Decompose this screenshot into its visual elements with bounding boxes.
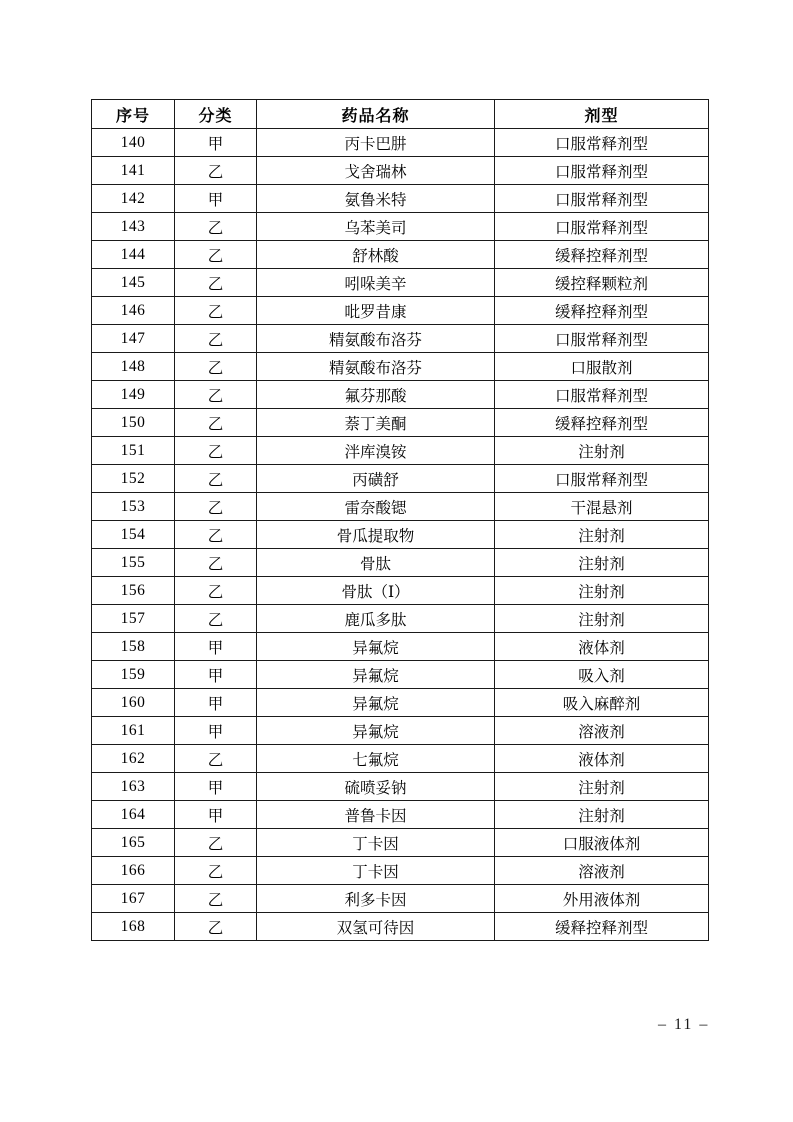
cell-dosage-form: 口服常释剂型 — [495, 213, 709, 241]
cell-drug-name: 普鲁卡因 — [257, 801, 495, 829]
cell-dosage-form: 液体剂 — [495, 745, 709, 773]
cell-drug-name: 丙磺舒 — [257, 465, 495, 493]
cell-class: 甲 — [175, 185, 257, 213]
cell-seq: 149 — [92, 381, 175, 409]
cell-dosage-form: 口服常释剂型 — [495, 325, 709, 353]
cell-drug-name: 骨肽 — [257, 549, 495, 577]
cell-drug-name: 异氟烷 — [257, 661, 495, 689]
cell-seq: 142 — [92, 185, 175, 213]
cell-seq: 164 — [92, 801, 175, 829]
cell-drug-name: 鹿瓜多肽 — [257, 605, 495, 633]
column-header-name: 药品名称 — [257, 100, 495, 129]
cell-class: 甲 — [175, 661, 257, 689]
cell-drug-name: 吡罗昔康 — [257, 297, 495, 325]
cell-dosage-form: 缓控释颗粒剂 — [495, 269, 709, 297]
cell-drug-name: 萘丁美酮 — [257, 409, 495, 437]
cell-class: 甲 — [175, 773, 257, 801]
cell-class: 乙 — [175, 409, 257, 437]
table-row — [92, 269, 709, 297]
cell-dosage-form: 外用液体剂 — [495, 885, 709, 913]
column-header-seq: 序号 — [92, 100, 175, 129]
cell-class: 乙 — [175, 493, 257, 521]
cell-drug-name: 异氟烷 — [257, 717, 495, 745]
table-row — [92, 213, 709, 241]
table-row — [92, 437, 709, 465]
header-row — [92, 100, 709, 129]
table-row — [92, 605, 709, 633]
cell-class: 乙 — [175, 437, 257, 465]
cell-seq: 140 — [92, 129, 175, 157]
cell-dosage-form: 注射剂 — [495, 437, 709, 465]
cell-class: 乙 — [175, 297, 257, 325]
cell-dosage-form: 溶液剂 — [495, 717, 709, 745]
table-row — [92, 129, 709, 157]
cell-seq: 153 — [92, 493, 175, 521]
cell-dosage-form: 口服常释剂型 — [495, 465, 709, 493]
cell-drug-name: 异氟烷 — [257, 689, 495, 717]
column-header-class: 分类 — [175, 100, 257, 129]
cell-class: 乙 — [175, 577, 257, 605]
cell-seq: 167 — [92, 885, 175, 913]
table-row — [92, 465, 709, 493]
cell-class: 乙 — [175, 213, 257, 241]
cell-class: 乙 — [175, 325, 257, 353]
cell-drug-name: 丁卡因 — [257, 829, 495, 857]
cell-drug-name: 乌苯美司 — [257, 213, 495, 241]
page-number: – 11 – — [658, 1016, 710, 1033]
cell-dosage-form: 口服常释剂型 — [495, 129, 709, 157]
cell-dosage-form: 吸入麻醉剂 — [495, 689, 709, 717]
cell-drug-name: 丙卡巴肼 — [257, 129, 495, 157]
cell-dosage-form: 溶液剂 — [495, 857, 709, 885]
table-row — [92, 549, 709, 577]
table-row — [92, 325, 709, 353]
cell-dosage-form: 注射剂 — [495, 801, 709, 829]
table-row — [92, 381, 709, 409]
cell-class: 乙 — [175, 465, 257, 493]
cell-drug-name: 双氢可待因 — [257, 913, 495, 941]
table-row — [92, 857, 709, 885]
cell-class: 乙 — [175, 829, 257, 857]
cell-drug-name: 七氟烷 — [257, 745, 495, 773]
cell-class: 甲 — [175, 689, 257, 717]
cell-dosage-form: 液体剂 — [495, 633, 709, 661]
cell-dosage-form: 吸入剂 — [495, 661, 709, 689]
table-row — [92, 493, 709, 521]
cell-drug-name: 吲哚美辛 — [257, 269, 495, 297]
table-row — [92, 409, 709, 437]
table-row — [92, 801, 709, 829]
table-header — [92, 100, 709, 129]
cell-seq: 158 — [92, 633, 175, 661]
table-row — [92, 353, 709, 381]
table-row — [92, 633, 709, 661]
table-row — [92, 913, 709, 941]
cell-seq: 155 — [92, 549, 175, 577]
cell-drug-name: 雷奈酸锶 — [257, 493, 495, 521]
cell-seq: 141 — [92, 157, 175, 185]
cell-seq: 168 — [92, 913, 175, 941]
cell-class: 甲 — [175, 633, 257, 661]
cell-drug-name: 利多卡因 — [257, 885, 495, 913]
cell-class: 乙 — [175, 549, 257, 577]
cell-seq: 165 — [92, 829, 175, 857]
cell-class: 乙 — [175, 605, 257, 633]
cell-drug-name: 舒林酸 — [257, 241, 495, 269]
cell-class: 乙 — [175, 241, 257, 269]
cell-class: 甲 — [175, 129, 257, 157]
table-row — [92, 577, 709, 605]
cell-drug-name: 丁卡因 — [257, 857, 495, 885]
table-row — [92, 745, 709, 773]
cell-seq: 144 — [92, 241, 175, 269]
cell-seq: 159 — [92, 661, 175, 689]
cell-seq: 156 — [92, 577, 175, 605]
table-row — [92, 829, 709, 857]
cell-class: 乙 — [175, 521, 257, 549]
cell-drug-name: 氟芬那酸 — [257, 381, 495, 409]
cell-drug-name: 硫喷妥钠 — [257, 773, 495, 801]
cell-dosage-form: 口服常释剂型 — [495, 157, 709, 185]
cell-dosage-form: 口服常释剂型 — [495, 185, 709, 213]
cell-dosage-form: 注射剂 — [495, 773, 709, 801]
cell-seq: 151 — [92, 437, 175, 465]
cell-seq: 166 — [92, 857, 175, 885]
cell-seq: 148 — [92, 353, 175, 381]
table-row — [92, 185, 709, 213]
cell-class: 乙 — [175, 745, 257, 773]
cell-drug-name: 氨鲁米特 — [257, 185, 495, 213]
cell-seq: 152 — [92, 465, 175, 493]
cell-seq: 150 — [92, 409, 175, 437]
cell-seq: 143 — [92, 213, 175, 241]
table-row — [92, 297, 709, 325]
cell-seq: 157 — [92, 605, 175, 633]
cell-dosage-form: 注射剂 — [495, 549, 709, 577]
cell-dosage-form: 缓释控释剂型 — [495, 297, 709, 325]
cell-drug-name: 戈舍瑞林 — [257, 157, 495, 185]
cell-class: 乙 — [175, 857, 257, 885]
cell-drug-name: 骨瓜提取物 — [257, 521, 495, 549]
cell-class: 甲 — [175, 801, 257, 829]
cell-class: 乙 — [175, 381, 257, 409]
cell-drug-name: 精氨酸布洛芬 — [257, 325, 495, 353]
cell-dosage-form: 注射剂 — [495, 577, 709, 605]
cell-seq: 145 — [92, 269, 175, 297]
cell-dosage-form: 注射剂 — [495, 605, 709, 633]
cell-dosage-form: 口服散剂 — [495, 353, 709, 381]
table-row — [92, 521, 709, 549]
cell-seq: 160 — [92, 689, 175, 717]
cell-class: 甲 — [175, 717, 257, 745]
cell-dosage-form: 口服液体剂 — [495, 829, 709, 857]
table-row — [92, 661, 709, 689]
cell-dosage-form: 口服常释剂型 — [495, 381, 709, 409]
cell-class: 乙 — [175, 353, 257, 381]
cell-dosage-form: 干混悬剂 — [495, 493, 709, 521]
cell-dosage-form: 缓释控释剂型 — [495, 409, 709, 437]
cell-dosage-form: 缓释控释剂型 — [495, 241, 709, 269]
cell-dosage-form: 缓释控释剂型 — [495, 913, 709, 941]
cell-seq: 162 — [92, 745, 175, 773]
cell-seq: 154 — [92, 521, 175, 549]
cell-class: 乙 — [175, 913, 257, 941]
table-row — [92, 241, 709, 269]
column-header-form: 剂型 — [495, 100, 709, 129]
cell-seq: 146 — [92, 297, 175, 325]
table-row — [92, 157, 709, 185]
table-row — [92, 717, 709, 745]
cell-class: 乙 — [175, 157, 257, 185]
table-body — [92, 129, 709, 941]
cell-class: 乙 — [175, 885, 257, 913]
cell-dosage-form: 注射剂 — [495, 521, 709, 549]
cell-drug-name: 精氨酸布洛芬 — [257, 353, 495, 381]
cell-seq: 161 — [92, 717, 175, 745]
table-row — [92, 689, 709, 717]
cell-drug-name: 泮库溴铵 — [257, 437, 495, 465]
cell-drug-name: 异氟烷 — [257, 633, 495, 661]
cell-seq: 163 — [92, 773, 175, 801]
cell-seq: 147 — [92, 325, 175, 353]
drug-table — [91, 99, 709, 941]
cell-class: 乙 — [175, 269, 257, 297]
cell-drug-name: 骨肽（Ⅰ） — [257, 577, 495, 605]
table-row — [92, 885, 709, 913]
table-row — [92, 773, 709, 801]
